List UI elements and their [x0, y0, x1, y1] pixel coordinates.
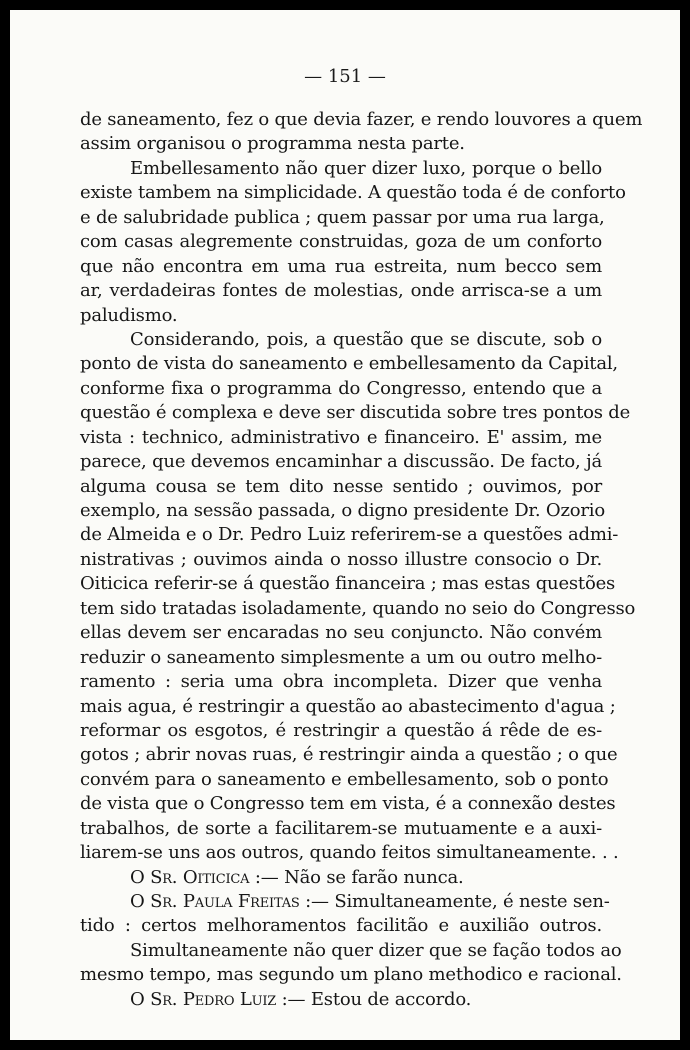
text-line: conforme fixa o programma do Congresso, entendo que a — [80, 377, 602, 399]
text-line: tem sido tratadas isoladamente, quando no seio do Congresso — [80, 597, 636, 619]
text-line: ponto de vista do saneamento e embellesamento da Capital, — [80, 353, 618, 375]
speech-text: :— Não se farão nunca. — [254, 866, 464, 888]
text-line: Considerando, pois, a questão que se discute, sob o — [130, 328, 602, 350]
text-line: ramento : seria uma obra incompleta. Dizer que venha — [80, 671, 602, 693]
text-line: parece, que devemos encaminhar a discussão. De facto, já — [80, 451, 602, 473]
text-line: ar, verdadeiras fontes de molestias, onde arrisca-se a um — [80, 280, 602, 302]
text-line: Simultaneamente não quer dizer que se fação todos ao — [130, 939, 622, 961]
text-line: vista : technico, administrativo e financeiro. E' assim, me — [80, 426, 602, 448]
text-line: exemplo, na sessão passada, o digno presidente Dr. Ozorio — [80, 500, 605, 521]
text-line: alguma cousa se tem dito nesse sentido ; ouvimos, por — [80, 475, 602, 497]
text-line: nistrativas ; ouvimos ainda o nosso illustre consocio o Dr. — [80, 548, 602, 570]
text-line: e de salubridade publica ; quem passar por uma rua larga, — [80, 206, 605, 228]
text-line: reformar os esgotos, é restringir a questão á rêde de es- — [80, 719, 602, 741]
speech-text: :— Simultaneamente, é neste sen- — [305, 891, 610, 912]
text-line: existe tambem na simplicidade. A questão toda é de conforto — [80, 182, 626, 204]
text-line: de saneamento, fez o que devia fazer, e rendo louvores a quem — [80, 109, 643, 130]
dialogue-line — [80, 988, 602, 1012]
text-line: mesmo tempo, mas segundo um plano methodico e racional. — [80, 964, 622, 986]
text-line: com casas alegremente construidas, goza de um conforto — [80, 231, 602, 253]
speech-text: :— Estou de accordo. — [281, 988, 472, 1010]
text-line: mais agua, é restringir a questão ao abastecimento d'agua ; — [80, 695, 616, 717]
text-line: de vista que o Congresso tem em vista, é a connexão destes — [80, 793, 616, 815]
text-line: ellas devem ser encaradas no seu conjuncto. Não convém — [80, 622, 602, 644]
text-line: questão é complexa e deve ser discutida sobre tres pontos de — [80, 402, 631, 424]
text-line: convém para o saneamento e embellesamento, sob o ponto — [80, 768, 609, 790]
text-line: liarem-se uns aos outros, quando feitos simultaneamente. . . — [80, 842, 619, 864]
text-line: de Almeida e o Dr. Pedro Luiz referirem-se a questões admi- — [80, 524, 619, 546]
text-line: trabalhos, de sorte a facilitarem-se mutuamente e a auxi- — [80, 817, 602, 839]
text-line: Embellesamento não quer dizer luxo, porque o bello — [130, 157, 602, 179]
dialogue-line — [80, 890, 610, 914]
body-text — [80, 108, 643, 1012]
text-line: assim organisou o programma nesta parte. — [80, 133, 465, 155]
text-line: tido : certos melhoramentos facilitão e auxilião outros. — [80, 915, 602, 937]
page-number: — 151 — — [304, 66, 386, 87]
text-line: Oiticica referir-se á questão financeira ; mas estas questões — [80, 573, 616, 595]
text-line: reduzir o saneamento simplesmente a um ou outro melho- — [80, 646, 602, 668]
text-line: gotos ; abrir novas ruas, é restringir ainda a questão ; o que — [80, 744, 618, 766]
speaker-name: O Sr. Oiticica — [130, 866, 250, 888]
speaker-name: O Sr. Pedro Luiz — [130, 988, 277, 1010]
text-line: paludismo. — [80, 304, 178, 326]
dialogue-line — [80, 866, 602, 890]
speaker-name: O Sr. Paula Freitas — [130, 891, 300, 912]
text-line: que não encontra em uma rua estreita, num becco sem — [80, 255, 602, 277]
book-page — [10, 10, 680, 1040]
